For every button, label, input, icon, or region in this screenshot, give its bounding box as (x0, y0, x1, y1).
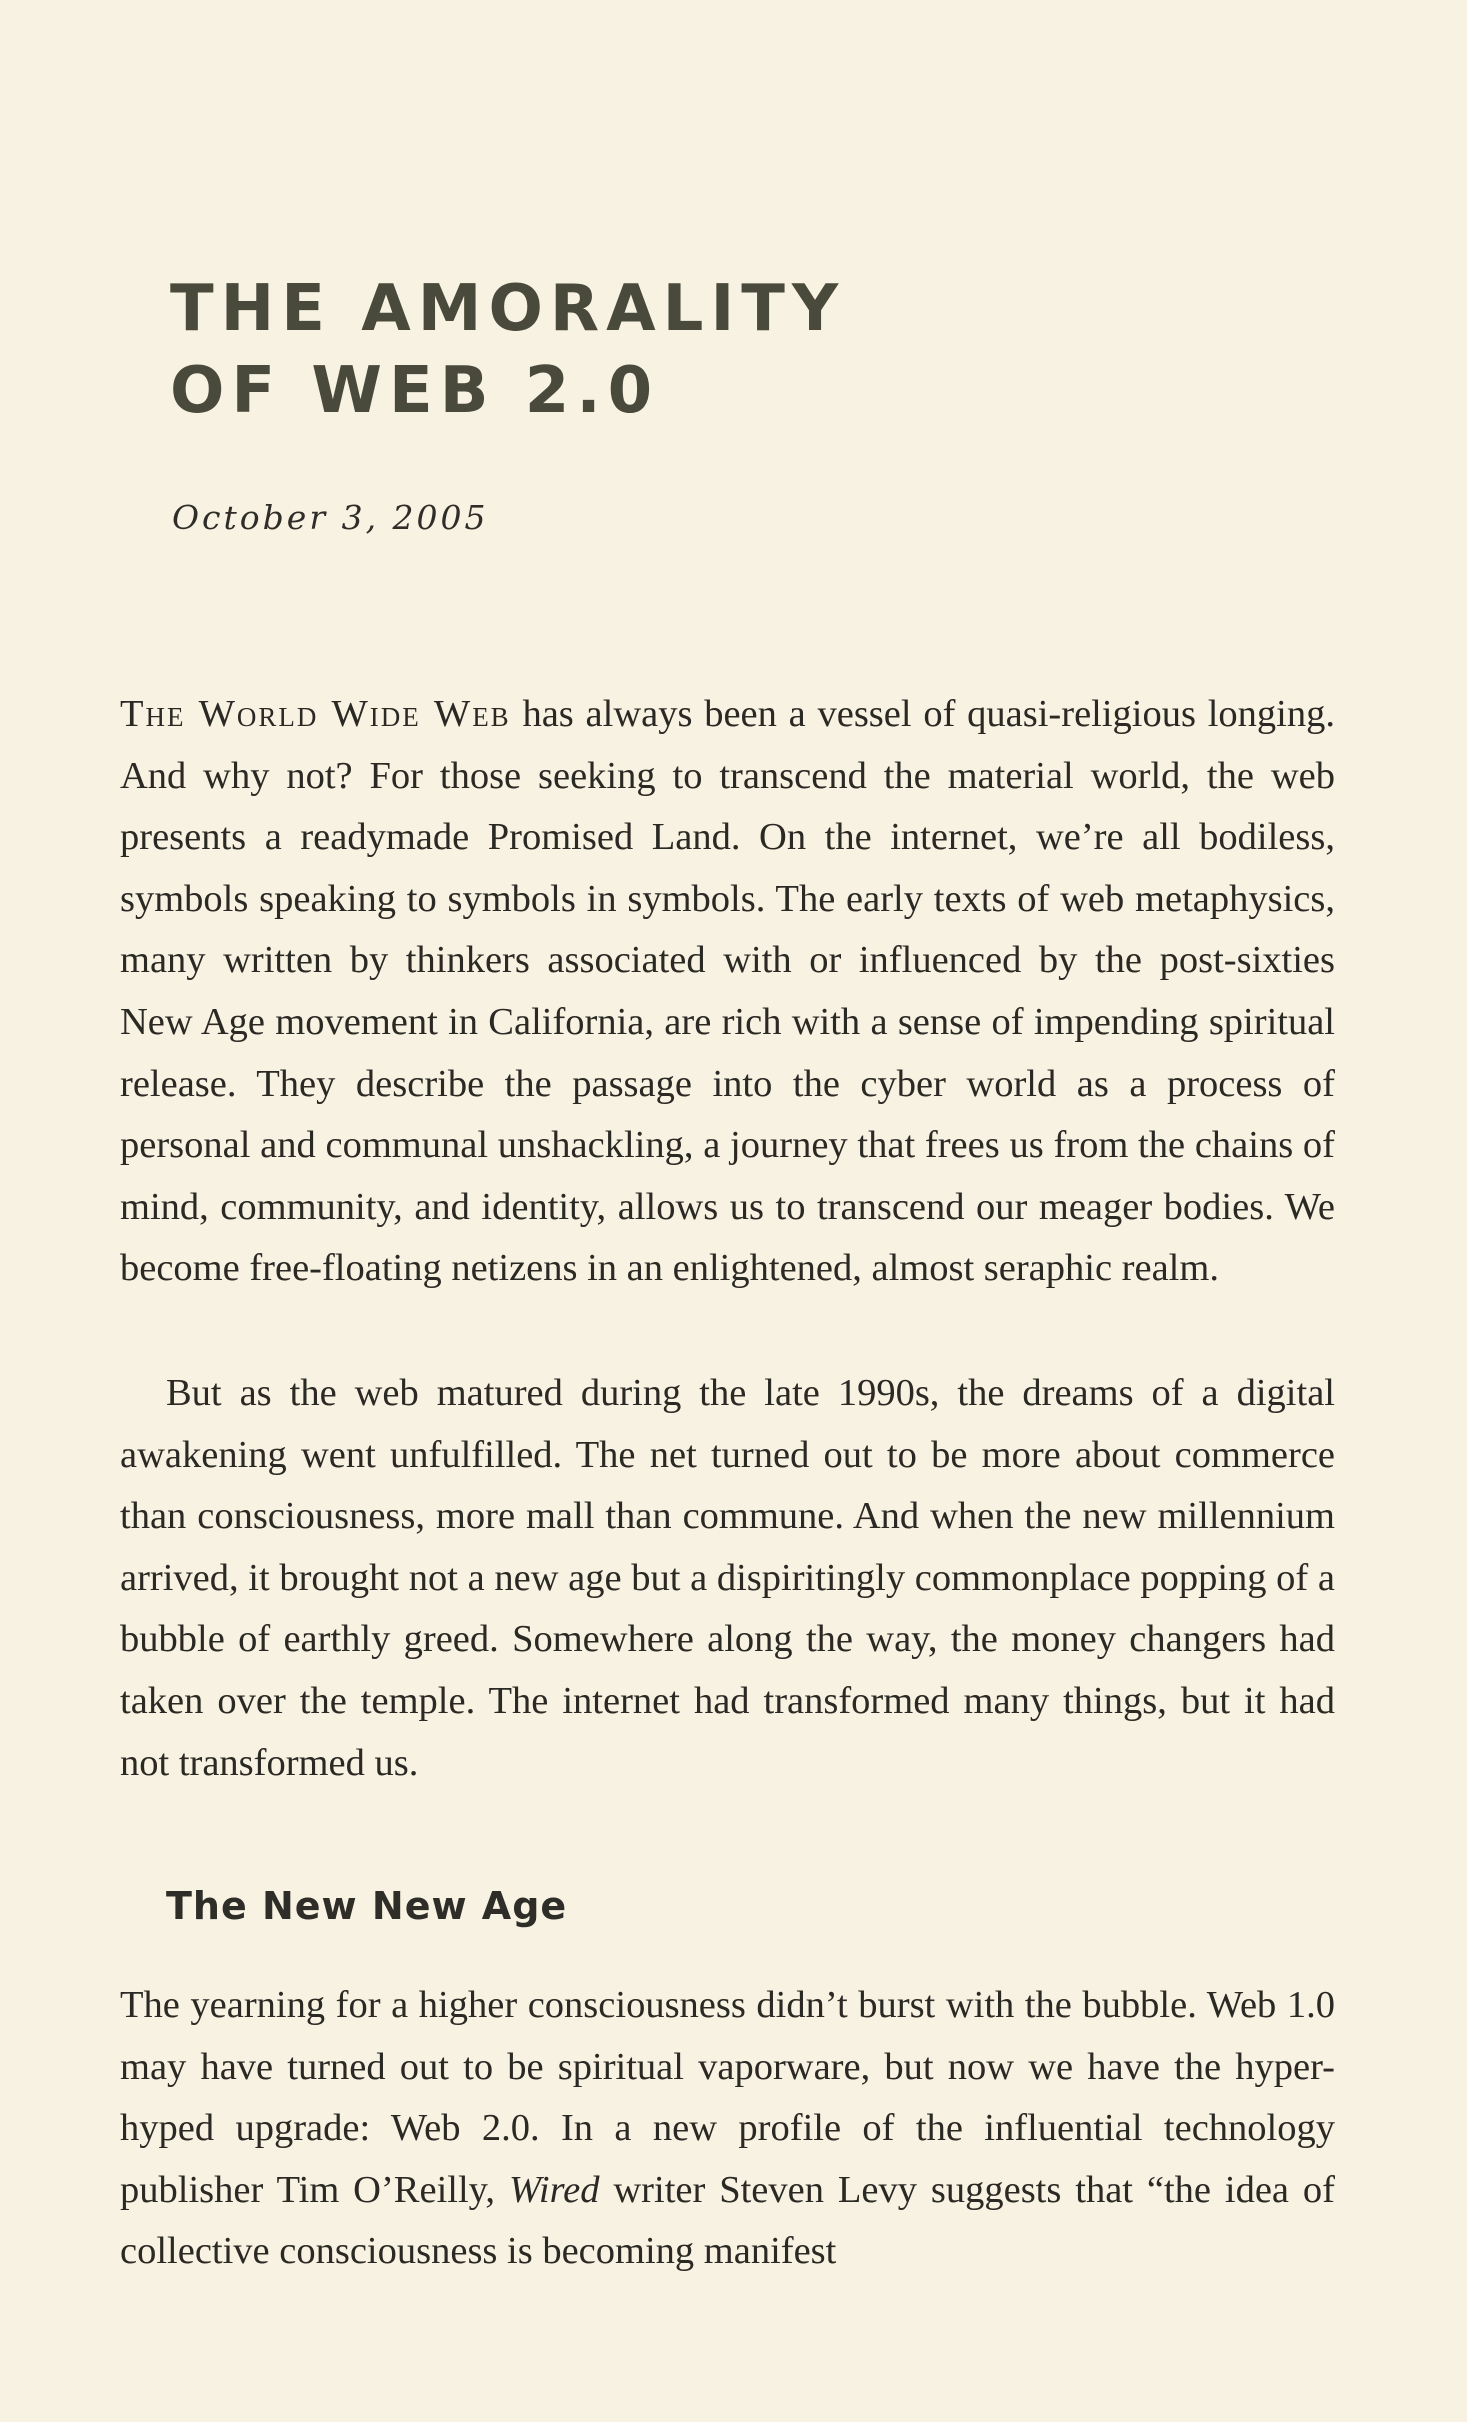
paragraph-2-text: But as the web matured during the late 1990s, the dreams of a digital awakening went unfulfilled. The net turned out to be more about commerce than consciousness, more mall than commune. And when the new millennium arrived, it brought not a new age but a dispiritingly commonplace popping of a bubble of earthly greed. Somewhere along the way, the money changers had taken over the temple. The internet had transformed many things, but it had not transformed us. (120, 1372, 1335, 1784)
chapter-title-line-2: OF WEB 2.0 (170, 354, 660, 428)
paragraph-3-body-b: writer Steven Levy suggests that “the idea of collective consciousness is becoming manifest (120, 2168, 1335, 2273)
paragraph-1-body: has always been a vessel of quasi-religious longing. And why not? For those seeking to transcend the material world, the web presents a readymade Promised Land. On the internet, we’re all bodiless, symbols speaking to symbols in symbols. The early texts of web metaphysics, many written by thinkers associated with or influenced by the post-sixties New Age movement in California, are rich with a sense of impending spiritual release. They describe the passage into the cyber world as a process of personal and communal unshackling, a journey that frees us from the chains of mind, community, and identity, allows us to transcend our meager bodies. We become free-floating netizens in an enlightened, almost seraphic realm. (120, 693, 1336, 1290)
paragraph-2 (120, 1363, 1335, 1794)
paragraph-3-body-a: The yearning for a higher consciousness didn’t burst with the bubble. Web 1.0 may have turned out to be spiritual vaporware, but now we have the hyper-hyped upgrade: Web 2.0. In a new profile of the influential technology publisher Tim O’Reilly, (120, 1984, 1335, 2211)
paragraph-1-lead: The World Wide Web (120, 693, 511, 735)
paragraph-3-text (120, 1975, 1335, 2283)
paragraph-1-text (120, 684, 1335, 1300)
paragraph-3-italic: Wired (508, 2168, 600, 2211)
chapter-date: October 3, 2005 (172, 498, 489, 537)
chapter-title (170, 268, 845, 432)
section-heading: The New New Age (166, 1884, 568, 1928)
paragraph-3 (120, 1975, 1335, 2283)
chapter-title-line-1: THE AMORALITY (170, 272, 846, 346)
paragraph-1 (120, 684, 1335, 1300)
